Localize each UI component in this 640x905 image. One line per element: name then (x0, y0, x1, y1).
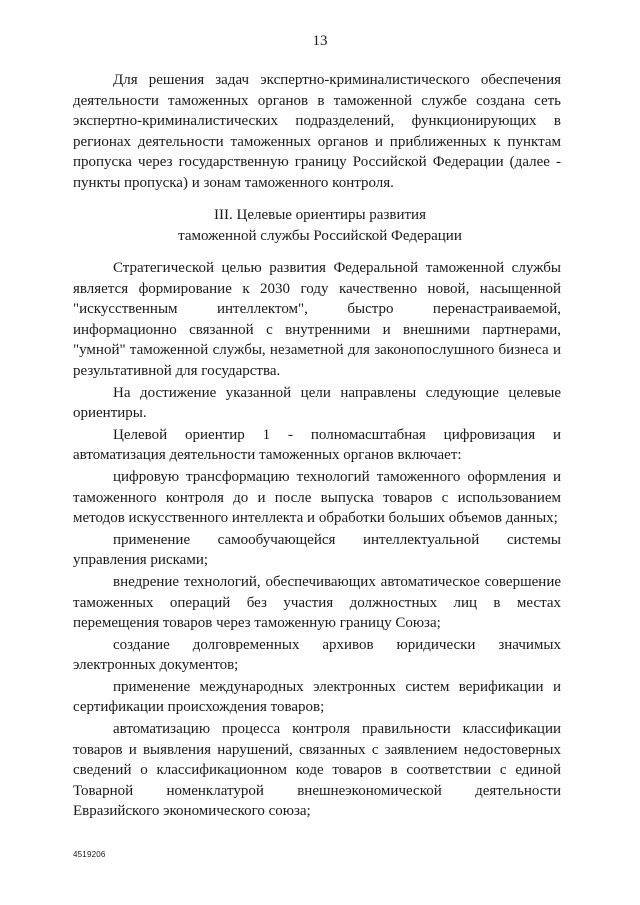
intro-block (73, 70, 561, 194)
paragraph-strategic-goal: Стратегической целью развития Федеральной таможенной службы является формирование к 2030 году качественно новой, насыщенной "искусственным интеллектом", быстро перенастраиваемой, информационно связанной с внутренними и внешними партнерами, "умной" таможенной службы, незаметной для законопослушного бизнеса и результативной для государства. (73, 260, 561, 379)
list-item-classification: автоматизацию процесса контроля правильности классификации товаров и выявления нарушений, связанных с заявлением недостоверных сведений о классификационном коде товаров в соответствии с единой Товарной номенклатурой внешнеэкономической деятельности Евразийского экономического союза; (73, 721, 561, 820)
paragraph-target-intro: На достижение указанной цели направлены следующие целевые ориентиры. (73, 384, 561, 422)
section-title-line-1: III. Целевые ориентиры развития (214, 207, 426, 223)
body-block (73, 258, 561, 822)
list-item-automatic-operations: внедрение технологий, обеспечивающих автоматическое совершение таможенных операций без участия должностных лиц в местах перемещения товаров через таможенную границу Союза; (73, 573, 561, 632)
page-number: 13 (312, 33, 328, 49)
section-title-line-2: таможенной службы Российской Федерации (178, 227, 462, 244)
paragraph-target-1: Целевой ориентир 1 - полномасштабная цифровизация и автоматизация деятельности таможенных органов включает: (73, 426, 561, 464)
list-item-archives: создание долговременных архивов юридически значимых электронных документов; (73, 636, 561, 674)
list-item-risk-management: применение самообучающейся интеллектуальной системы управления рисками; (73, 531, 561, 569)
section-heading (0, 205, 640, 246)
list-item-verification: применение международных электронных систем верификации и сертификации происхождения товаров; (73, 678, 561, 716)
list-item-digital-transformation: цифровую трансформацию технологий таможенного оформления и таможенного контроля до и после выпуска товаров с использованием методов искусственного интеллекта и обработки больших объемов данных; (73, 468, 561, 527)
document-id: 4519206 (73, 850, 106, 859)
intro-paragraph: Для решения задач экспертно-криминалистического обеспечения деятельности таможенных органов в таможенной службе создана сеть экспертно-криминалистических подразделений, функционирующих в регионах деятельности таможенных органов и приближенных к пунктам пропуска через государственную границу Российской Федерации (далее - пункты пропуска) и зонам таможенного контроля. (73, 72, 561, 191)
